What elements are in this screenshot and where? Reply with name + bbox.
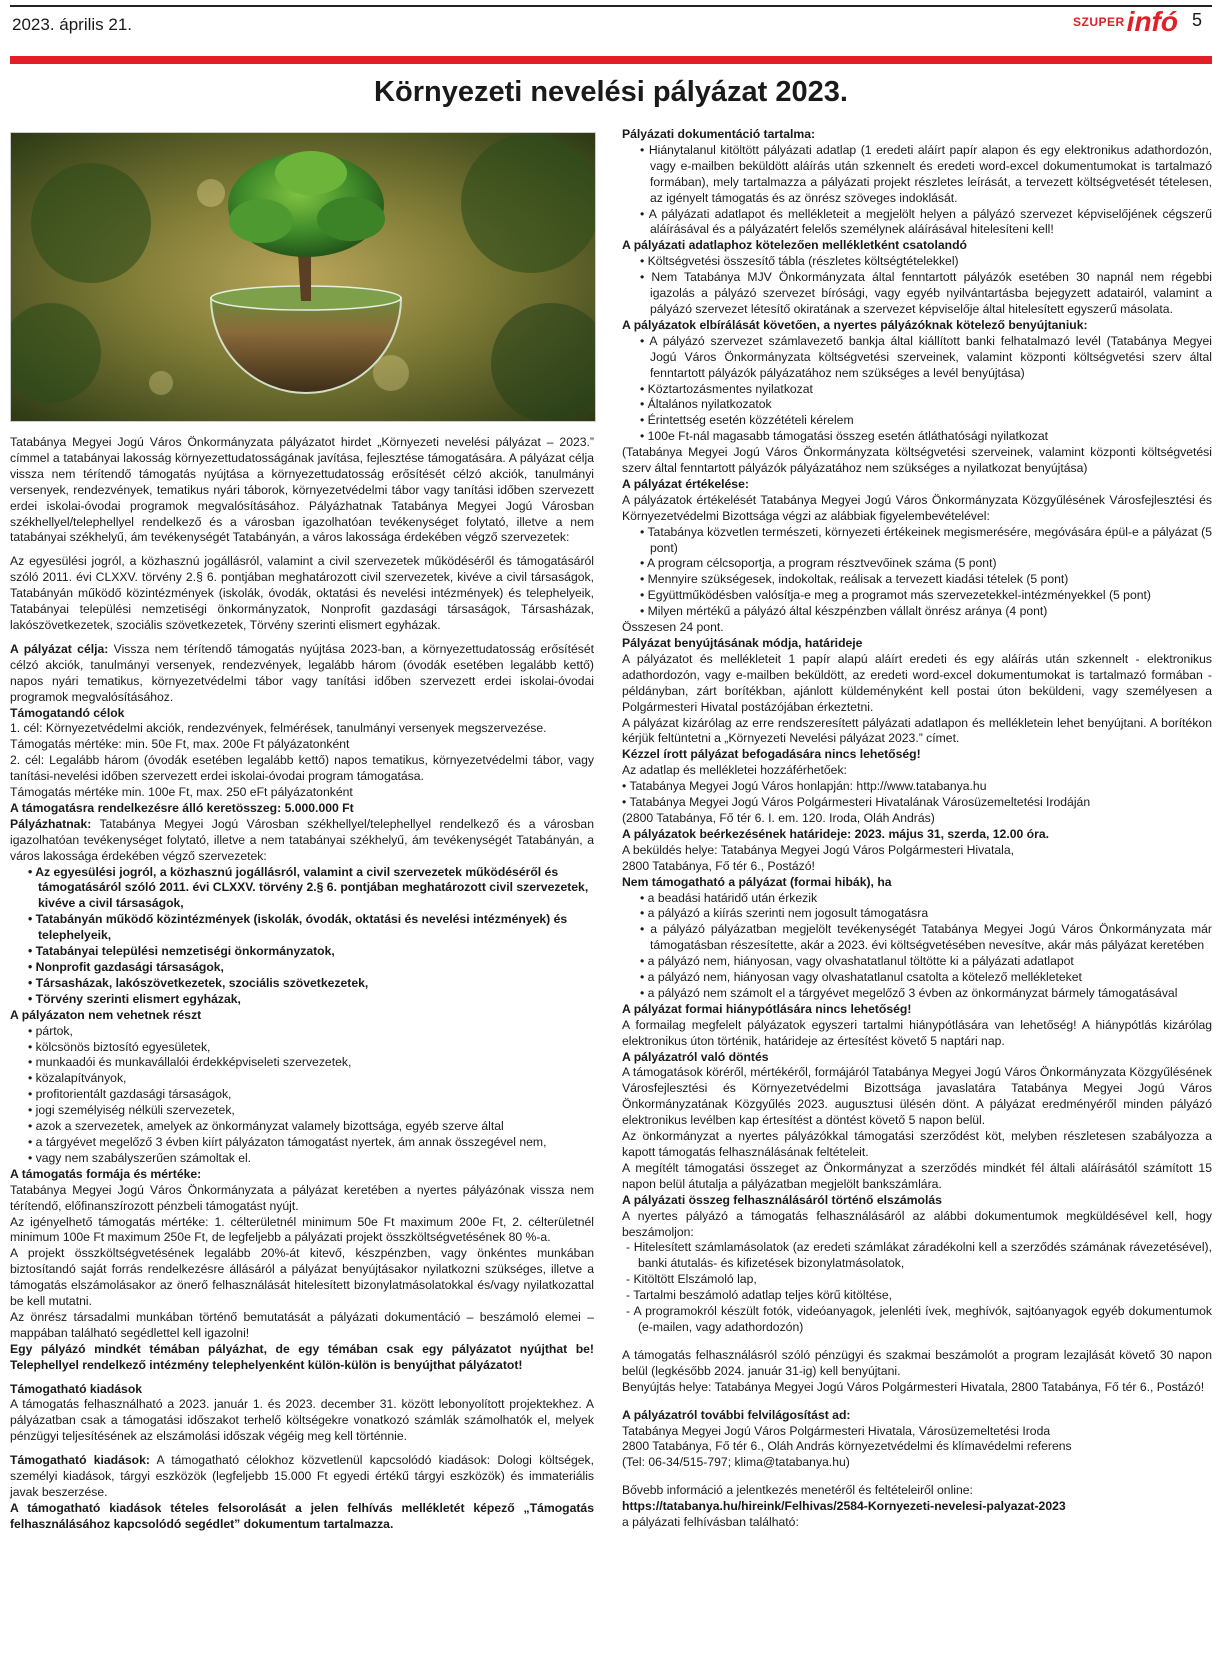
decision-paragraph-1: A támogatások köréről, mértékéről, formájáról Tatabánya Megyei Jogú Város Önkormányzata Közgyűlésének Városfejlesztési és Környezetvédelmi Bizottsága javaslatára Tatabánya Megyei Jogú Város Önkormányzatának Közgyűlés 2023. augusztusi ülésén dönt. A pályázat eredményéről minden pályázó elektronikus levélben kap értesítést a döntést követő 5 napon belül. [622, 1065, 1212, 1128]
submit-paragraph-1: A pályázatot és mellékleteit 1 papír alapú aláírt eredeti és egy aláírás után szkennelt - elektronikus adathordozón, vagy e-mailben beküldött, az eredeti word-excel dokumentumokat is tartalmazó formában - példányban, zárt borítékban, ajánlott küldeményként kell postai úton beküldeni, vagy személyesen a Polgármesteri Hivatal postázójában érkeztetni. [622, 651, 1212, 714]
goal-2-amount: Támogatás mértéke min. 100e Ft, max. 250 eFt pályázatonként [10, 785, 353, 800]
list-item: • a pályázó pályázatban megjelölt tevékenységét Tatabánya Megyei Jogú Város Önkormányzata már támogatásban részesítette, akár a 2023. évi költségvetésében nevesítve, akár más pályázat keretében [640, 922, 1212, 953]
correction-paragraph: A formailag megfelelt pályázatok egyszeri tartalmi hiánypótlására van lehetőség! A hiánypótlás kizárólag elektronikus úton történik, határideje az értesítést követő 5 naptári nap. [622, 1017, 1212, 1048]
list-item: • Milyen mértékű a pályázó által készpénzben vállalt önrész aránya (4 pont) [640, 604, 1048, 619]
settlement-paragraph: A nyertes pályázó a támogatás felhasználásáról az alábbi dokumentumok megküldésével kell, hogy beszámoljon: [622, 1208, 1212, 1239]
header-bar [10, 5, 1212, 37]
list-item: • Általános nyilatkozatok [640, 397, 772, 412]
info-line-2: 2800 Tatabánya, Fő tér 6., Oláh András környezetvédelmi és klímavédelmi referens [622, 1439, 1072, 1454]
goal-1: 1. cél: Környezetvédelmi akciók, rendezvények, felmérések, tanulmányi versenyek megszervezése. [10, 721, 547, 736]
more-info-link[interactable]: https://tatabanya.hu/hireink/Felhivas/2584-Kornyezeti-nevelesi-palyazat-2023 [622, 1499, 1066, 1514]
excluded-heading: A pályázaton nem vehetnek részt [10, 1007, 202, 1022]
office-address: (2800 Tatabánya, Fő tér 6. I. em. 120. Iroda, Oláh András) [622, 810, 935, 825]
right-column [622, 127, 1212, 1531]
list-item: • Nem Tatabánya MJV Önkormányzata által fenntartott pályázók esetében 30 napnál nem régebbi igazolás a pályázó szervezet bírósági, vagy egyéb nyilvántartásba bejegyzett adatairól, valamint a pályázó szervezet létesítő okiratának a szervezet képviselője által hitelesített egyszerű másolata. [640, 270, 1212, 316]
goal-2: 2. cél: Legalább három (óvodák esetében legalább kettő) napos tematikus, környezetvédelmi tábor, vagy tanítási-nevelési időben szervezett erdei iskolai-óvodai program támogatása. [10, 753, 594, 784]
expenses-bold-note: A támogatható kiadások tételes felsorolását a jelen felhívás mellékletét képező „Támogatás felhasználásához kapcsolódó segédlet” dokumentum tartalmazza. [10, 1500, 594, 1531]
no-correction-heading: A pályázat formai hiánypótlására nincs lehetőség! [622, 1001, 912, 1016]
list-item: - Hitelesített számlamásolatok (az eredeti számlákat záradékolni kell a szerződés számának rávezetésével), banki átutalás- és kifizetések bizonylatmásolatok, [626, 1240, 1212, 1271]
applicants-paragraph: Pályázhatnak: Tatabánya Megyei Jogú Városban székhellyel/telephellyel rendelkező és a városban igazolhatóan tevékenységet folytató, illetve a nem tatabányai székhelyű, ám tevékenységét Tatabányán, a város lakossága érdekében végző szervezetek: [10, 816, 594, 863]
attach-heading: A pályázati adatlaphoz kötelezően mellékletként csatolandó [622, 238, 967, 253]
list-item: • a pályázó a kiírás szerinti nem jogosult támogatásra [640, 906, 929, 921]
list-item: • a beadási határidő után érkezik [640, 890, 818, 905]
eval-heading: A pályázat értékelése: [622, 476, 749, 491]
list-item: • Érintettség esetén közzétételi kérelem [640, 413, 854, 428]
excluded-list [10, 1024, 594, 1167]
intro-paragraph: Tatabánya Megyei Jogú Város Önkormányzata pályázatot hirdet „Környezeti nevelési pályázat – 2023.” címmel a tatabányai lakosság környezettudatosságának javítása, fejlesztése támogatására. A pályázat célja vissza nem térítendő támogatás nyújtása a környezettudatosság erősítését célzó akciók, tanulmányi versenyek, rendezvények, tematikus nyári táborok, környezetvédelmi tábor vagy tanítási időben szervezett erdei iskolai-óvodai programok megvalósításához. Pályázhatnak Tatabánya Megyei Jogú Városban székhellyel/telephellyel rendelkező és a városban igazolhatóan tevékenységet folytató, illetve a nem tatabányai székhelyű, ám tevékenységét Tatabányán, a város lakossága érdekében végző szervezetek: [10, 435, 594, 545]
form-paragraph-1: Tatabánya Megyei Jogú Város Önkormányzata a pályázat keretében a nyertes pályázónak vissza nem térítendő, előfinanszírozott pénzbeli támogatást nyújt. [10, 1182, 594, 1213]
list-item: • közalapítványok, [28, 1071, 127, 1086]
form-bold-note: Egy pályázó mindkét témában pályázhat, de egy témában csak egy pályázatot nyújthat be! Telephellyel rendelkező intézmény telephelyenként külön-külön is benyújthat pályázatot! [10, 1341, 594, 1372]
list-item: • azok a szervezetek, amelyek az önkormányzat valamely bizottsága, egyéb szerve által [28, 1119, 504, 1134]
deadline: A pályázatok beérkezésének határideje: 2023. május 31, szerda, 12.00 óra. [622, 826, 1050, 841]
list-item: • profitorientált gazdasági társaságok, [28, 1087, 232, 1102]
left-column [10, 435, 594, 1533]
settlement-heading: A pályázati összeg felhasználásáról történő elszámolás [622, 1192, 942, 1207]
list-item: • Költségvetési összesítő tábla (részletes költségtételekkel) [640, 254, 959, 269]
decision-heading: A pályázatról való döntés [622, 1049, 769, 1064]
handwritten-note: Kézzel írott pályázat befogadására nincs lehetőség! [622, 747, 921, 762]
goals-heading: Támogatandó célok [10, 705, 125, 720]
list-item: • Társasházak, lakószövetkezetek, szociális szövetkezetek, [28, 975, 369, 990]
list-item: • Törvény szerinti elismert egyházak, [28, 991, 241, 1006]
expenses-paragraph-2: Támogatható kiadások: A támogatható célokhoz közvetlenül kapcsolódó kiadások: Dologi költségek, személyi kiadások, tárgyi eszközök (legfeljebb 15.000 Ft egyedi értékű tárgyi eszközök) és immateriális javak beszerzése. [10, 1453, 594, 1499]
list-item: • Az egyesülési jogról, a közhasznú jogállásról, valamint a civil szervezetek működéséről és támogatásáról szóló 2011. évi CLXXV. törvény 2.§ 6. pontjában meghatározott civil szervezetek, kivéve a civil társaságok, [28, 864, 589, 911]
tree-globe-photo [10, 132, 596, 422]
decision-paragraph-3: A megítélt támogatási összeget az Önkormányzat a szerződés mindkét fél általi aláírásától számított 15 napon belül átutalja a pályázatban megjelölt bankszámlára. [622, 1160, 1212, 1191]
submit-paragraph-3: Az adatlap és mellékletei hozzáférhetőek: [622, 763, 847, 778]
list-item: • Együttműködésben valósítja-e meg a programot más szervezetekkel-intézményekkel (5 pont) [640, 588, 1151, 603]
winners-note: (Tatabánya Megyei Jogú Város Önkormányzata költségvetési szerveinek, valamint központi költségvetési szerv által fenntartott pályázók pályázatához nem szükséges a nyilatkozat benyújtása) [622, 445, 1212, 476]
form-paragraph-4: Az önrész társadalmi munkában történő bemutatását a pályázati dokumentáció – beszámoló elemei – mappában található segédlettel kell igazolni! [10, 1309, 594, 1340]
form-paragraph-3: A projekt összköltségvetésének legalább 20%-át kitevő, készpénzben, vagy önkéntes munkában biztosítandó saját forrás rendelkezésre állásáról a pályázat benyújtásakor nyilatkozni szükséges, illetve a támogatás elszámolásakor az önerő felhasználását hitelesített bizonylatmásolatokkal és/vagy nyilatkozattal be kell mutatni. [10, 1246, 594, 1309]
expenses-paragraph: A támogatás felhasználható a 2023. január 1. és 2023. december 31. között lebonyolított projektekhez. A pályázatban csak a támogatási időszakot terhelő költségekre vonatkozó számlák számolhatók el, melyek pénzügyi teljesítésének az elszámolási időszak végéig meg kell történnie. [10, 1397, 594, 1444]
list-item: • Tatabányai települési nemzetiségi önkormányzatok, [28, 944, 335, 959]
list-item: - Kitöltött Elszámoló lap, [626, 1272, 757, 1287]
goal-1-amount: Támogatás mértéke: min. 50e Ft, max. 200e Ft pályázatonként [10, 737, 350, 752]
page-title: Környezeti nevelési pályázat 2023. [374, 76, 848, 108]
list-item: • a pályázó nem, hiányosan vagy olvashatatlanul csatolta a kötelező mellékleteket [640, 970, 1082, 985]
decision-paragraph-2: Az önkormányzat a nyertes pályázókkal támogatási szerződést köt, melyben részletesen szabályozza a kapott támogatás felhasználásának feltételeit. [622, 1129, 1212, 1159]
eval-total: Összesen 24 pont. [622, 620, 724, 635]
settlement-paragraph-2: A támogatás felhasználásról szóló pénzügyi és szakmai beszámolót a program lezajlását követő 30 napon belül (legkésőbb 2024. január 31-ig) kell benyújtani. [622, 1347, 1212, 1378]
list-item: • kölcsönös biztosító egyesületek, [28, 1039, 211, 1054]
list-item: • Mennyire szükségesek, indokoltak, reálisak a tervezett kiadási tételek (5 pont) [640, 572, 1069, 587]
issue-date: 2023. április 21. [12, 15, 133, 34]
form-paragraph-2: Az igényelhető támogatás mértéke: 1. célterületnél minimum 50e Ft maximum 200e Ft, 2. célterületnél minimum 100e Ft maximum 250e Ft, de legfeljebb a pályázati projekt összköltségvetésének 80 %-a. [10, 1214, 594, 1245]
settlement-paragraph-3: Benyújtás helye: Tatabánya Megyei Jogú Város Polgármesteri Hivatala, 2800 Tatabánya, Fő tér 6., Postázó! [622, 1379, 1205, 1394]
info-line-3: (Tel: 06-34/515-797; klima@tatabanya.hu) [622, 1455, 850, 1470]
docs-heading: Pályázati dokumentáció tartalma: [622, 127, 816, 141]
applicants-list [10, 865, 594, 1008]
submit-paragraph-2: A pályázat kizárólag az erre rendszeresített pályázati adatlapon és mellékletein lehet benyújtani. A borítékon kérjük feltüntetni a „Környezeti Nevelési pályázat 2023.” címet. [622, 715, 1212, 746]
list-item: • A pályázó szervezet számlavezető bankja által kiállított banki felhatalmazó levél (Tatabánya Megyei Jogú Város Önkormányzata költségvetési szerveinek, valamint központi költségvetési szerv által fenntartott pályázók pályázatához nem szükséges a levél benyújtása) [640, 333, 1213, 380]
more-info-line: Bővebb információ a jelentkezés menetéről és feltételeiről online: [622, 1483, 973, 1498]
brand-logo [1072, 6, 1202, 37]
submit-place-2: 2800 Tatabánya, Fő tér 6., Postázó! [622, 858, 815, 873]
page-number: 5 [1191, 10, 1202, 30]
list-item: - A programokról készült fotók, videóanyagok, jelenléti ívek, meghívók, sajtóanyagok egyéb dokumentumok (e-mailen, vagy adathordozón) [626, 1304, 1212, 1334]
submit-heading: Pályázat benyújtásának módja, határideje [622, 636, 863, 650]
list-item: • A program célcsoportja, a program résztvevőinek száma (5 pont) [640, 556, 997, 571]
list-item: • a tárgyévet megelőző 3 évben kiírt pályázaton támogatást nyertek, ám annak összegével nem, [28, 1134, 547, 1149]
list-item: • a pályázó nem, hiányosan, vagy olvashatatlanul töltötte ki a pályázati adatlapot [640, 954, 1074, 969]
list-item: • vagy nem szabályszerűen számoltak el. [28, 1150, 252, 1165]
expenses-heading: Támogatható kiadások [10, 1381, 143, 1396]
list-item: - Tartalmi beszámoló adatlap teljes körű kitöltése, [626, 1288, 893, 1303]
list-item: • Nonprofit gazdasági társaságok, [28, 960, 224, 974]
form-heading: A támogatás formája és mértéke: [10, 1166, 202, 1181]
formal-errors-heading: Nem támogatható a pályázat (formai hibák), ha [622, 874, 892, 889]
list-item: • Hiánytalanul kitöltött pályázati adatlap (1 eredeti aláírt papír alapon és egy elektronikus adathordozón, vagy e-mailben beküldött aláírás után szkennelt és eredeti word-excel dokumentumokat is tartalmazó formában), mely tartalmazza a pályázati projekt részletes leírását, a tervezett költségvetését tételesen, az igényelt támogatás és az önrész szöveges indoklását. [640, 142, 1212, 205]
goal-paragraph: A pályázat célja: Vissza nem térítendő támogatás nyújtása 2023-ban, a környezettudatosság erősítését célzó akciók, tanulmányi versenyek, rendezvények, legalább három (óvodák esetében legalább kettő) napos nyári tematikus, környezetvédelmi tábor vagy tanítási időben szervezett erdei iskolai-óvodai programok megvalósításához. [10, 641, 594, 704]
more-info-line-2: a pályázati felhívásban található: [622, 1515, 799, 1530]
list-item: • A pályázati adatlapot és mellékleteit a megjelölt helyen a pályázó szervezet képviselőjének cégszerű aláírásával és a pályázatért felelős személynek aláírásával hitelesíteni kell! [640, 206, 1212, 237]
eligible-paragraph: Az egyesülési jogról, a közhasznú jogállásról, valamint a civil szervezetek működéséről és támogatásáról szóló 2011. évi CLXXV. törvény 2.§ 6. pontjában meghatározott civil szervezetek, kivéve a civil társaságok, Tatabányán működő közintézmények (iskolák, óvodák, oktatási és nevelési intézmények) és telephelyeik, Tatabányai települési nemzetiségi önkormányzatok, Nonprofit gazdasági társaságok, Társasházak, lakószövetkezetek, szociális szövetkezetek, Törvény szerinti elismert egyházak. [10, 554, 594, 632]
list-item: • Tatabánya közvetlen természeti, környezeti értékeinek megismerésére, megóvására épül-e a pályázat (5 pont) [640, 524, 1212, 555]
list-item: • 100e Ft-nál magasabb támogatási összeg esetén átláthatósági nyilatkozat [640, 429, 1049, 444]
info-heading: A pályázatról további felvilágosítást ad: [622, 1407, 851, 1422]
list-item: • Tatabánya Megyei Jogú Város honlapján: http://www.tatabanya.hu [622, 779, 987, 794]
list-item: • pártok, [28, 1023, 73, 1038]
list-item: • Köztartozásmentes nyilatkozat [640, 381, 813, 396]
eval-paragraph: A pályázatok értékelését Tatabánya Megyei Jogú Város Önkormányzata Közgyűlésének Városfejlesztési és Környezetvédelmi Bizottsága végzi az alábbiak figyelembevételével: [622, 492, 1212, 523]
red-divider [10, 56, 1212, 64]
list-item: • Tatabánya Megyei Jogú Város Polgármesteri Hivatalának Városüzemeltetési Irodáján [622, 795, 1091, 810]
list-item: • jogi személyiség nélküli szervezetek, [28, 1103, 235, 1118]
brand-small: SZUPER [1072, 15, 1125, 29]
submit-place-1: A beküldés helye: Tatabánya Megyei Jogú Város Polgármesteri Hivatala, [622, 842, 1015, 857]
budget-total: A támogatásra rendelkezésre álló keretösszeg: 5.000.000 Ft [10, 800, 354, 815]
list-item: • Tatabányán működő közintézmények (iskolák, óvodák, oktatási és nevelési intézmények) és telephelyeik, [28, 912, 568, 943]
list-item: • a pályázó nem számolt el a tárgyévet megelőző 3 évben az önkormányzat bármely támogatásával [640, 985, 1178, 1000]
info-line-1: Tatabánya Megyei Jogú Város Polgármesteri Hivatala, Városüzemeltetési Iroda [622, 1423, 1051, 1438]
winners-heading: A pályázatok elbírálását követően, a nyertes pályázóknak kötelező benyújtaniuk: [622, 317, 1088, 332]
brand-large: infó [1126, 6, 1178, 37]
list-item: • munkaadói és munkavállalói érdekképviseleti szervezetek, [28, 1055, 352, 1070]
